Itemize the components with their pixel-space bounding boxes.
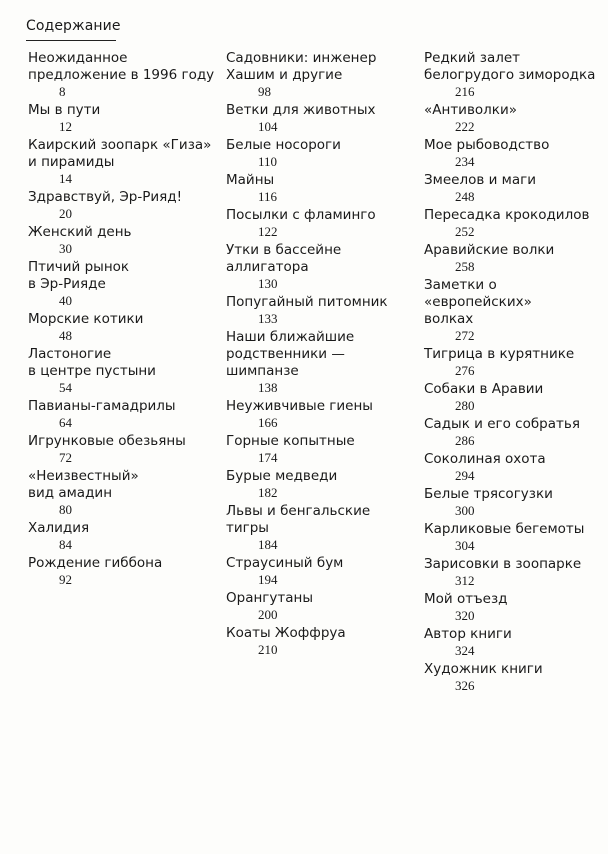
toc-entry-title: Рождение гиббона	[28, 555, 163, 571]
toc-entry	[424, 277, 606, 344]
toc-entry	[226, 590, 416, 623]
toc-entry-page-number: 276	[455, 363, 475, 378]
toc-entry	[226, 555, 416, 588]
toc-entry-title: Посылки с фламинго	[226, 207, 376, 223]
toc-entry-title: «Антиволки»	[424, 102, 517, 118]
toc-entry-page-number: 133	[258, 311, 278, 326]
toc-entry	[424, 207, 606, 240]
toc-entry-page-number: 174	[258, 450, 278, 465]
toc-entry	[424, 556, 606, 589]
toc-entry-page-number: 248	[455, 189, 475, 204]
toc-entry-page-number: 72	[59, 450, 72, 465]
toc-entry-title: Коаты Жоффруа	[226, 625, 346, 641]
toc-column-2	[226, 50, 416, 660]
toc-entry-title: Львы и бенгальские тигры	[226, 503, 371, 536]
toc-entry	[424, 50, 606, 100]
toc-entry-page-number: 84	[59, 537, 72, 552]
toc-entry	[226, 102, 416, 135]
toc-entry-title: Женский день	[28, 224, 132, 240]
toc-entry-page-number: 64	[59, 415, 72, 430]
toc-entry	[226, 468, 416, 501]
toc-entry-title: Попугайный питомник	[226, 294, 388, 310]
toc-entry-title: Мое рыбоводство	[424, 137, 550, 153]
toc-entry-title: Зарисовки в зоопарке	[424, 556, 582, 572]
toc-entry-title: Горные копытные	[226, 433, 355, 449]
toc-entry-page-number: 304	[455, 538, 475, 553]
toc-entry-title: Игрунковые обезьяны	[28, 433, 186, 449]
toc-entry-page-number: 222	[455, 119, 475, 134]
toc-entry-title: Карликовые бегемоты	[424, 521, 585, 537]
toc-entry	[226, 433, 416, 466]
toc-entry	[28, 137, 218, 187]
toc-entry	[226, 172, 416, 205]
toc-entry-title: Халидия	[28, 520, 90, 536]
toc-entry	[226, 329, 416, 396]
toc-entry-page-number: 258	[455, 259, 475, 274]
toc-entry	[226, 294, 416, 327]
toc-entry-page-number: 12	[59, 119, 72, 134]
toc-entry-title: Мы в пути	[28, 102, 101, 118]
toc-entry-title: Морские котики	[28, 311, 144, 327]
toc-entry-page-number: 182	[258, 485, 278, 500]
toc-entry-page-number: 216	[455, 84, 475, 99]
toc-entry-page-number: 80	[59, 502, 72, 517]
toc-entry	[424, 102, 606, 135]
toc-entry-page-number: 326	[455, 678, 475, 693]
toc-entry	[28, 102, 218, 135]
toc-entry-page-number: 210	[258, 642, 278, 657]
toc-entry-page-number: 294	[455, 468, 475, 483]
toc-entry-title: Садовники: инженер Хашим и другие	[226, 50, 377, 83]
toc-entry-page-number: 98	[258, 84, 271, 99]
toc-entry	[424, 137, 606, 170]
toc-entry	[424, 486, 606, 519]
toc-entry-title: Неуживчивые гиены	[226, 398, 373, 414]
toc-entry	[226, 242, 416, 292]
toc-entry-page-number: 8	[59, 84, 66, 99]
toc-entry-page-number: 312	[455, 573, 475, 588]
toc-entry-title: Майны	[226, 172, 275, 188]
toc-entry-title: Птичий рынок в Эр-Рияде	[28, 259, 130, 292]
toc-entry	[28, 433, 218, 466]
toc-entry	[28, 346, 218, 396]
toc-entry	[424, 591, 606, 624]
toc-entry-title: Пересадка крокодилов	[424, 207, 590, 223]
toc-entry-title: Змеелов и маги	[424, 172, 536, 188]
toc-entry-page-number: 280	[455, 398, 475, 413]
toc-entry	[424, 451, 606, 484]
toc-entry-title: Каирский зоопарк «Гиза» и пирамиды	[28, 137, 212, 170]
toc-column-3	[424, 50, 606, 696]
toc-entry	[28, 259, 218, 309]
toc-entry-page-number: 300	[455, 503, 475, 518]
toc-entry-title: Аравийские волки	[424, 242, 555, 258]
toc-entry-title: Павианы-гамадрилы	[28, 398, 176, 414]
toc-entry-title: Художник книги	[424, 661, 543, 677]
heading-underline	[26, 40, 116, 41]
toc-entry-page-number: 40	[59, 293, 72, 308]
toc-entry-page-number: 324	[455, 643, 475, 658]
toc-entry-title: Орангутаны	[226, 590, 313, 606]
toc-entry	[226, 625, 416, 658]
toc-entry-page-number: 30	[59, 241, 72, 256]
toc-entry	[226, 503, 416, 553]
toc-entry-page-number: 48	[59, 328, 72, 343]
toc-entry-page-number: 252	[455, 224, 475, 239]
toc-entry-page-number: 130	[258, 276, 278, 291]
toc-entry-title: Здравствуй, Эр-Рияд!	[28, 189, 183, 205]
toc-entry	[28, 50, 218, 100]
toc-entry	[424, 242, 606, 275]
toc-entry-title: Ластоногие в центре пустыни	[28, 346, 156, 379]
toc-entry-page-number: 200	[258, 607, 278, 622]
toc-entry	[424, 626, 606, 659]
toc-entry-page-number: 14	[59, 171, 72, 186]
toc-entry	[424, 416, 606, 449]
toc-entry	[226, 398, 416, 431]
toc-entry-title: «Неизвестный» вид амадин	[28, 468, 139, 501]
toc-entry	[424, 661, 606, 694]
toc-entry-title: Неожиданное предложение в 1996 году	[28, 50, 215, 83]
toc-entry-title: Утки в бассейне аллигатора	[226, 242, 342, 275]
toc-entry-page-number: 54	[59, 380, 72, 395]
toc-entry-title: Страусиный бум	[226, 555, 344, 571]
toc-entry-title: Мой отъезд	[424, 591, 508, 607]
toc-entry-title: Заметки о «европейских» волках	[424, 277, 532, 327]
toc-entry-title: Белые трясогузки	[424, 486, 553, 502]
toc-entry-page-number: 184	[258, 537, 278, 552]
toc-entry	[28, 189, 218, 222]
toc-entry	[424, 346, 606, 379]
toc-entry-page-number: 272	[455, 328, 475, 343]
toc-entry-title: Бурые медведи	[226, 468, 338, 484]
toc-entry-page-number: 320	[455, 608, 475, 623]
toc-entry	[424, 521, 606, 554]
toc-entry-page-number: 104	[258, 119, 278, 134]
toc-entry-title: Редкий залет белогрудого зимородка	[424, 50, 596, 83]
toc-entry-page-number: 110	[258, 154, 278, 169]
toc-entry	[424, 381, 606, 414]
toc-entry-page-number: 116	[258, 189, 278, 204]
toc-entry	[226, 137, 416, 170]
toc-entry	[226, 207, 416, 240]
toc-entry-page-number: 92	[59, 572, 72, 587]
toc-entry	[28, 398, 218, 431]
toc-entry-title: Белые носороги	[226, 137, 341, 153]
toc-entry	[424, 172, 606, 205]
toc-entry	[226, 50, 416, 100]
toc-entry-title: Собаки в Аравии	[424, 381, 544, 397]
toc-entry	[28, 520, 218, 553]
toc-entry	[28, 468, 218, 518]
toc-entry-title: Ветки для животных	[226, 102, 376, 118]
toc-heading: Содержание	[26, 18, 121, 34]
toc-entry	[28, 311, 218, 344]
toc-entry-page-number: 138	[258, 380, 278, 395]
toc-entry-page-number: 234	[455, 154, 475, 169]
toc-entry-title: Тигрица в курятнике	[424, 346, 575, 362]
toc-entry	[28, 224, 218, 257]
toc-entry-page-number: 286	[455, 433, 475, 448]
toc-column-1	[28, 50, 218, 590]
toc-entry-title: Садык и его собратья	[424, 416, 580, 432]
toc-entry-page-number: 194	[258, 572, 278, 587]
toc-entry-page-number: 122	[258, 224, 278, 239]
toc-entry-title: Автор книги	[424, 626, 512, 642]
toc-entry-title: Наши ближайшие родственники — шимпанзе	[226, 329, 355, 379]
toc-entry-title: Соколиная охота	[424, 451, 546, 467]
toc-entry	[28, 555, 218, 588]
toc-entry-page-number: 20	[59, 206, 72, 221]
toc-entry-page-number: 166	[258, 415, 278, 430]
